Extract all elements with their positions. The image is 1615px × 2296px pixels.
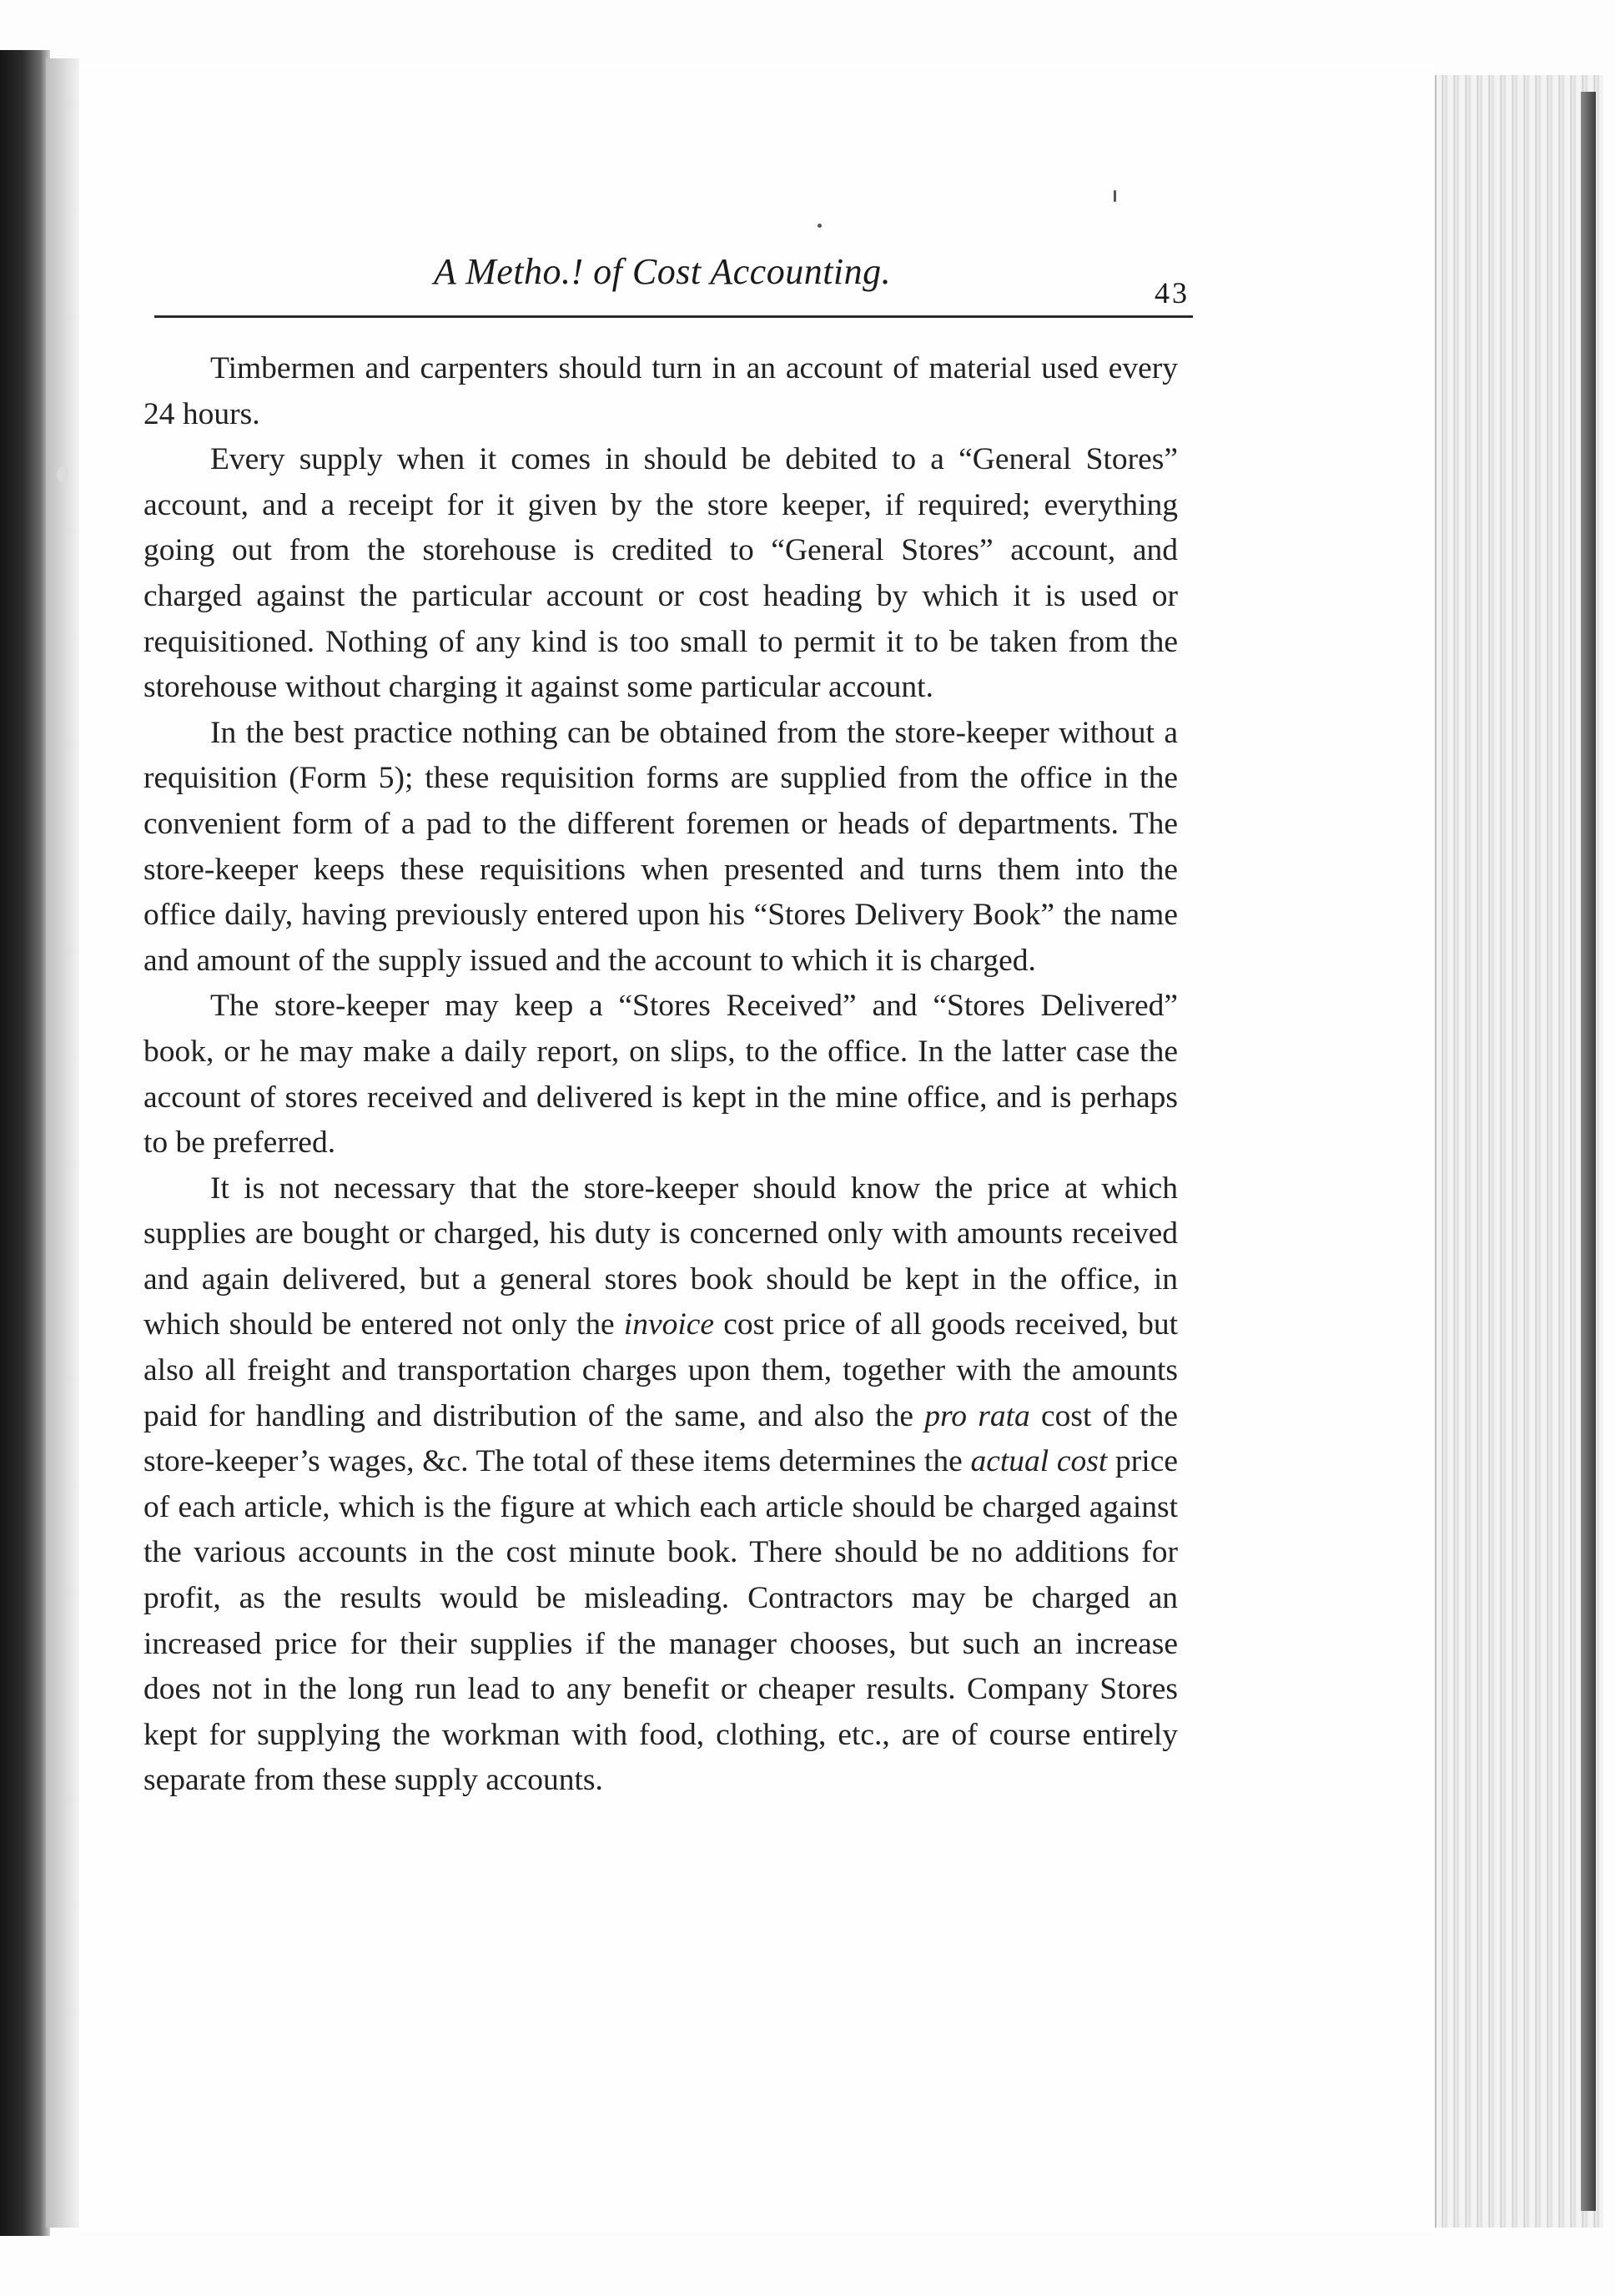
facing-page-edge xyxy=(0,50,50,2236)
italic-text: invoice xyxy=(623,1307,715,1342)
text-segment: price of each article, which is the figure at which each article should be charged against the various accounts in the cost minute book. There should be no additions for profit, as the results would be misleading. Contractors may be charged an increased price for their supplies if the manager chooses, but such an increase does not in the long run lead to any benefit or cheaper results. Company Stores kept for supplying the workman with food, clothing, etc., are of course entirely separate from these supply accounts. xyxy=(143,1444,1179,1798)
page-edges-stack xyxy=(1435,75,1603,2228)
body-text xyxy=(143,346,1178,1804)
text-segment: In the best practice nothing can be obtained from the store-keeper without a requisition (Form 5); these requisition forms are supplied from the office in the convenient form of a pad to the different foremen or heads of departments. The store-keeper keeps these requisitions when presented and turns them into the office daily, having previously entered upon his “Stores Delivery Book” the name and amount of the supply issued and the account to which it is charged. xyxy=(143,715,1178,978)
italic-text: actual cost xyxy=(970,1444,1108,1479)
binding-gutter xyxy=(46,58,79,2228)
text-segment: It is not necessary that the store-keeper should know the price at which supplies are bought or charged, his duty is concerned only with amounts received and again delivered, but a general stores book should be kept in the office, in which should be entered not only the xyxy=(143,1171,1178,1342)
paragraph xyxy=(143,437,1178,711)
text-segment: Timbermen and carpenters should turn in an account of material used every 24 hours. xyxy=(143,351,1178,431)
running-head: A Metho.! of Cost Accounting. xyxy=(434,251,892,292)
paragraph xyxy=(143,711,1178,984)
dust-speck xyxy=(57,467,68,482)
text-segment: cost price of all goods received, but also all freight and transportation charges upon them, together with the amounts paid for handling and distribution of the same, and also the xyxy=(143,1307,1178,1433)
paragraph xyxy=(143,984,1178,1166)
text-segment: The store-keeper may keep a “Stores Received” and “Stores Delivered” book, or he may make a daily report, on slips, to the office. In the latter case the account of stores received and delivered is kept in the mine office, and is perhaps to be preferred. xyxy=(143,989,1178,1161)
page-header xyxy=(434,250,1190,310)
paragraph xyxy=(143,346,1178,437)
paragraph xyxy=(143,1166,1178,1804)
book-cover-edge xyxy=(1581,92,1596,2211)
italic-text: pro rata xyxy=(924,1398,1030,1433)
page-number: 43 xyxy=(1155,276,1190,310)
dust-speck xyxy=(1114,190,1116,202)
text-segment: cost of the store-keeper’s wages, &c. The total of these items determines the xyxy=(143,1398,1178,1479)
text-segment: Every supply when it comes in should be debited to a “General Stores” account, and a receipt for it given by the store keeper, if required; everything going out from the storehouse is credited to “General Stores” account, and charged against the particular account or cost heading by which it is used or requisitioned. Nothing of any kind is too small to permit it to be taken from the storehouse without charging it against some particular account. xyxy=(143,442,1178,705)
header-rule xyxy=(154,315,1193,318)
dust-speck xyxy=(818,224,822,228)
